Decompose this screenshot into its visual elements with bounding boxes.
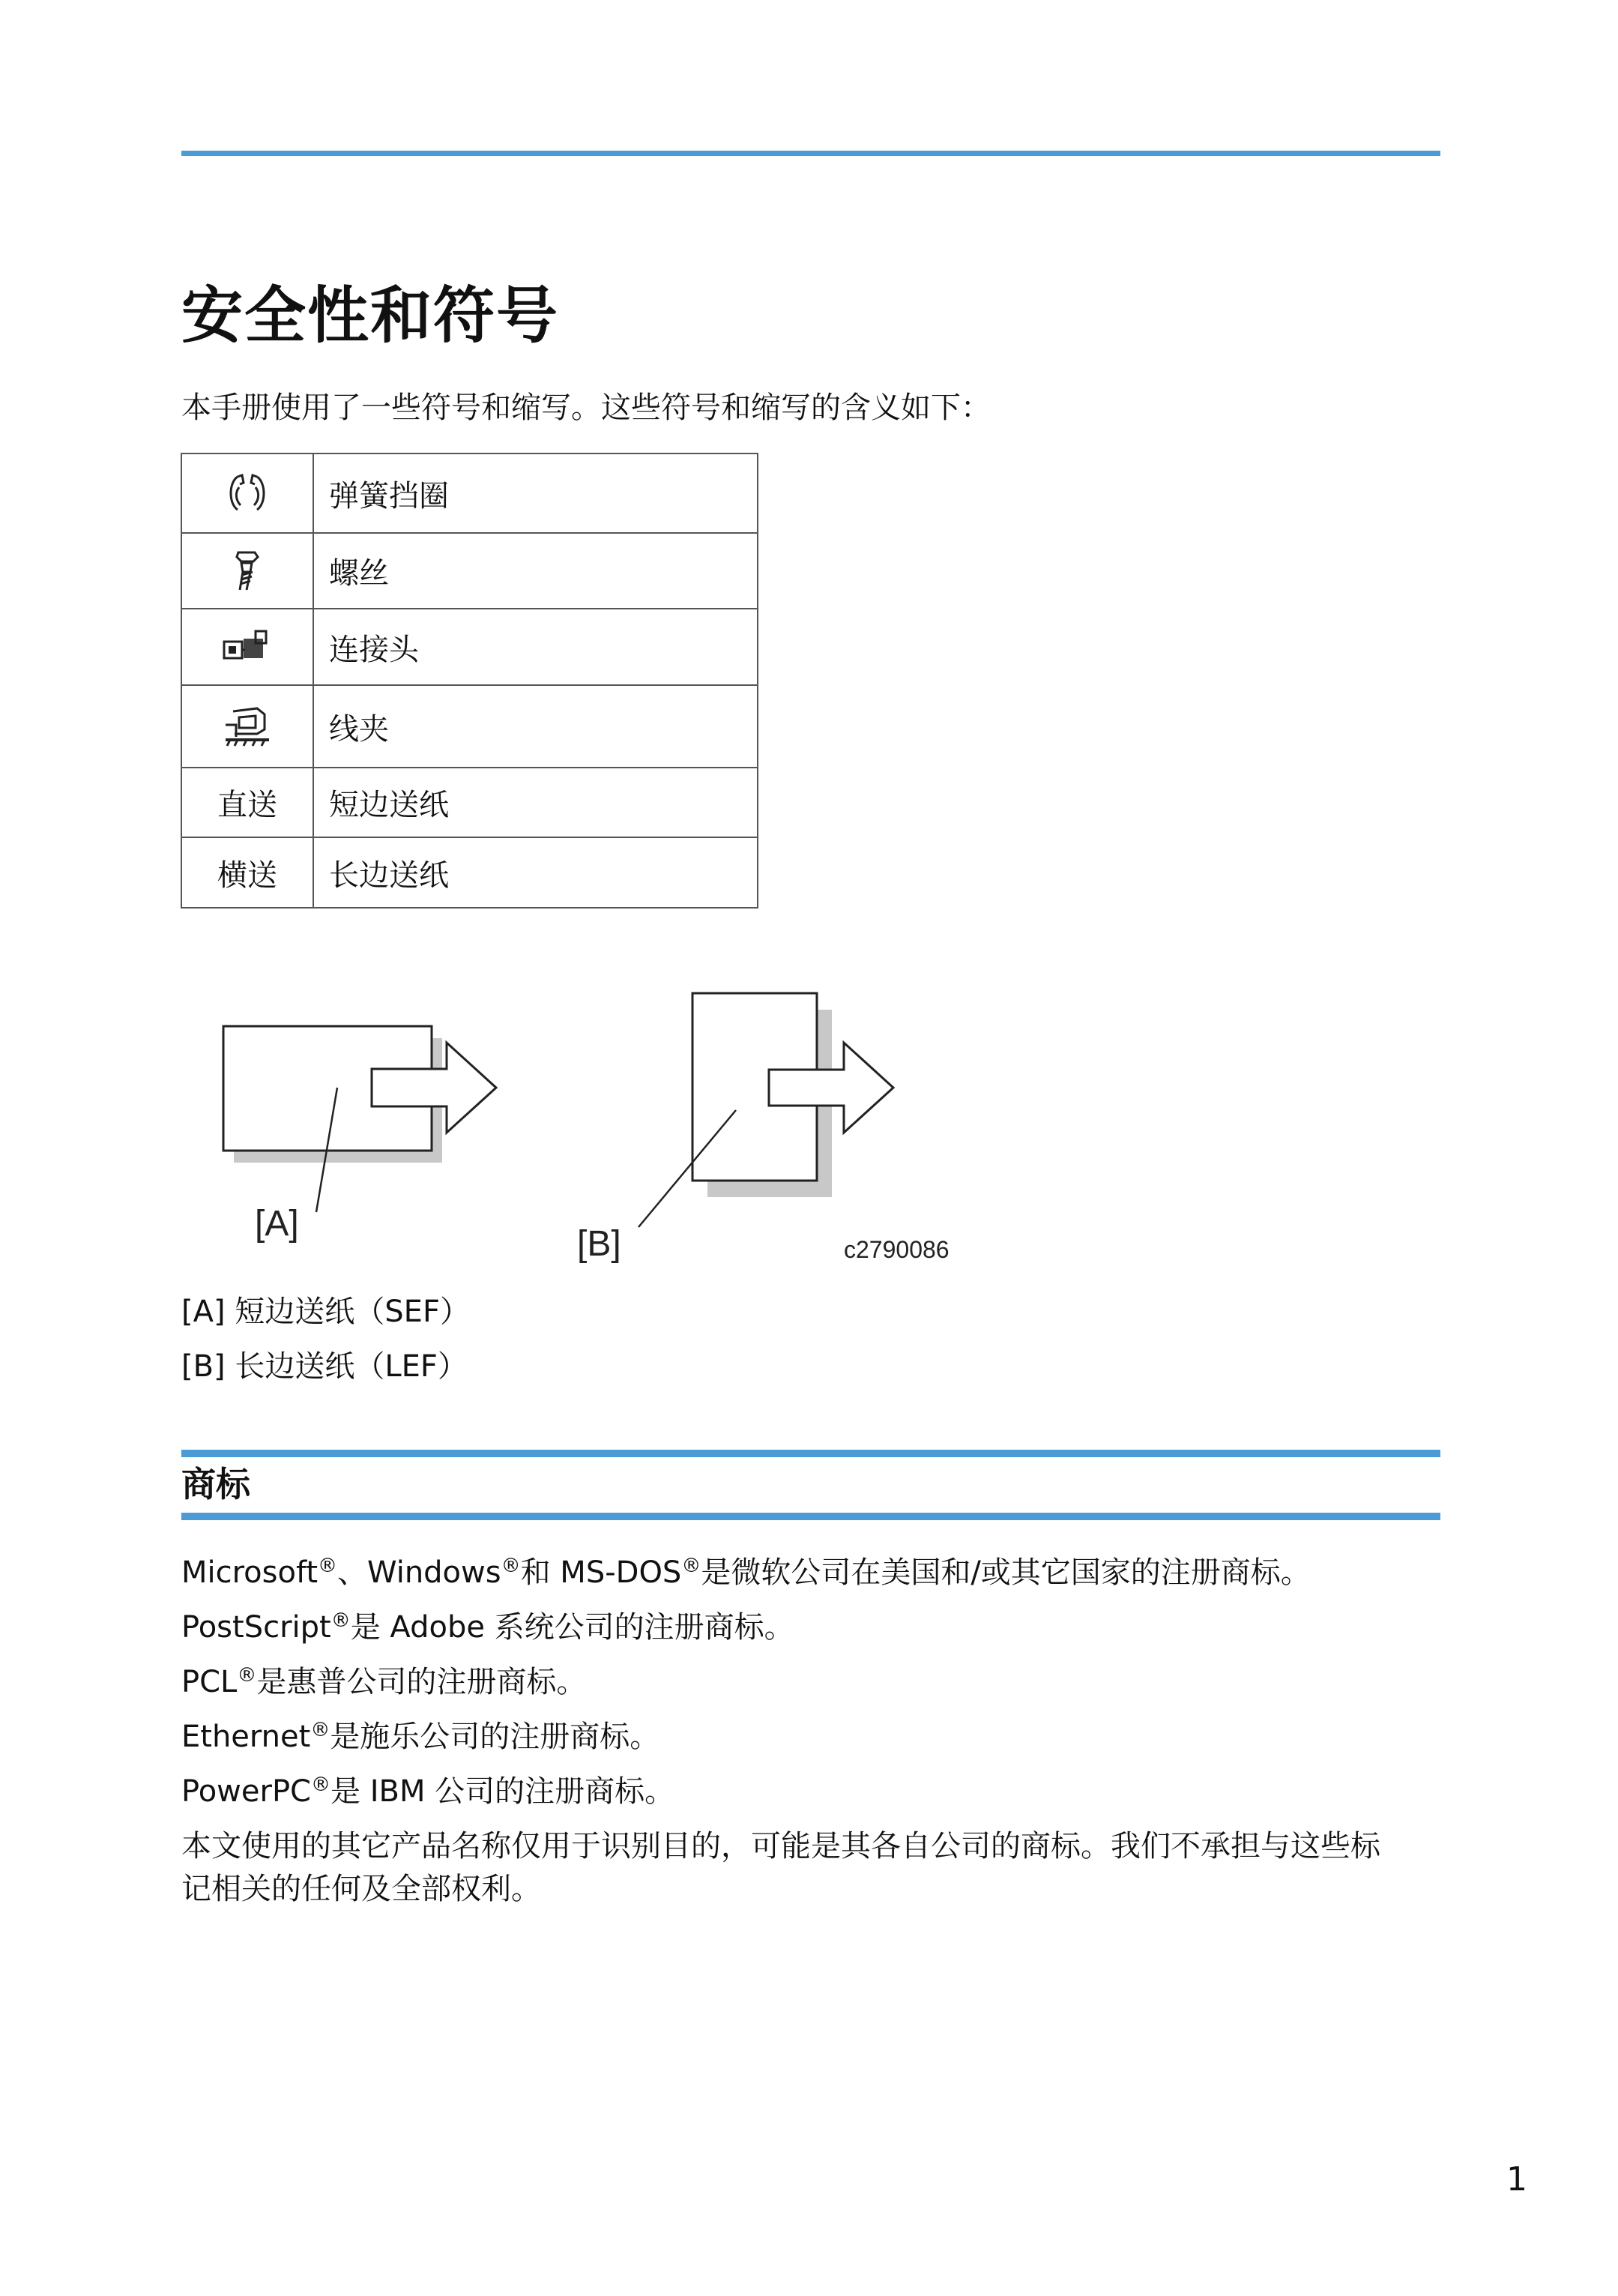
symbol-cell: 直送 (181, 768, 313, 837)
page-title: 安全性和符号 (181, 280, 560, 352)
label-a: [A] (255, 1204, 299, 1244)
section-heading-trademarks: 商标 (181, 1464, 250, 1504)
sef-diagram (223, 1026, 496, 1244)
label-b: [B] (577, 1224, 621, 1264)
lef-diagram (577, 993, 893, 1264)
meaning-cell: 短边送纸 (313, 768, 758, 837)
meaning-cell: 线夹 (313, 685, 758, 768)
intro-text: 本手册使用了一些符号和缩写。这些符号和缩写的含义如下： (181, 391, 991, 425)
figure-code: c2790086 (844, 1236, 950, 1263)
trademark-line: Microsoft®、Windows®和 MS-DOS®是微软公司在美国和/或其它国家的注册商标。 (181, 1555, 1311, 1590)
connector-icon (182, 628, 313, 666)
section-rule-bottom (181, 1513, 1440, 1520)
trademark-line: PowerPC®是 IBM 公司的注册商标。 (181, 1774, 675, 1809)
symbol-cell (181, 533, 313, 609)
symbol-cell (181, 609, 313, 685)
header-rule (181, 151, 1440, 156)
table-row (181, 837, 758, 908)
table-row (181, 685, 758, 768)
meaning-cell: 长边送纸 (313, 837, 758, 908)
meaning-cell: 连接头 (313, 609, 758, 685)
symbol-cell: 横送 (181, 837, 313, 908)
meaning-cell: 弹簧挡圈 (313, 454, 758, 533)
e-ring-icon (182, 472, 313, 514)
legend-b: [B] 长边送纸（LEF） (181, 1349, 468, 1384)
trademark-line: Ethernet®是施乐公司的注册商标。 (181, 1719, 660, 1754)
symbol-cell (181, 454, 313, 533)
trademark-line: PCL®是惠普公司的注册商标。 (181, 1664, 587, 1699)
clamp-icon (182, 704, 313, 749)
table-row (181, 609, 758, 685)
table-row (181, 454, 758, 533)
legend-a: [A] 短边送纸（SEF） (181, 1295, 470, 1329)
trademark-line: PostScript®是 Adobe 系统公司的注册商标。 (181, 1609, 794, 1645)
table-row (181, 533, 758, 609)
screw-icon (182, 549, 313, 593)
trademark-disclaimer-line2: 记相关的任何及全部权利。 (181, 1872, 541, 1906)
symbol-cell (181, 685, 313, 768)
meaning-cell: 螺丝 (313, 533, 758, 609)
page-number: 1 (1506, 2160, 1527, 2199)
table-row (181, 768, 758, 837)
symbols-table (181, 453, 758, 909)
paper-feed-figure (217, 978, 982, 1281)
section-rule-top (181, 1450, 1440, 1457)
trademark-disclaimer-line1: 本文使用的其它产品名称仅用于识别目的，可能是其各自公司的商标。我们不承担与这些标 (181, 1829, 1380, 1863)
